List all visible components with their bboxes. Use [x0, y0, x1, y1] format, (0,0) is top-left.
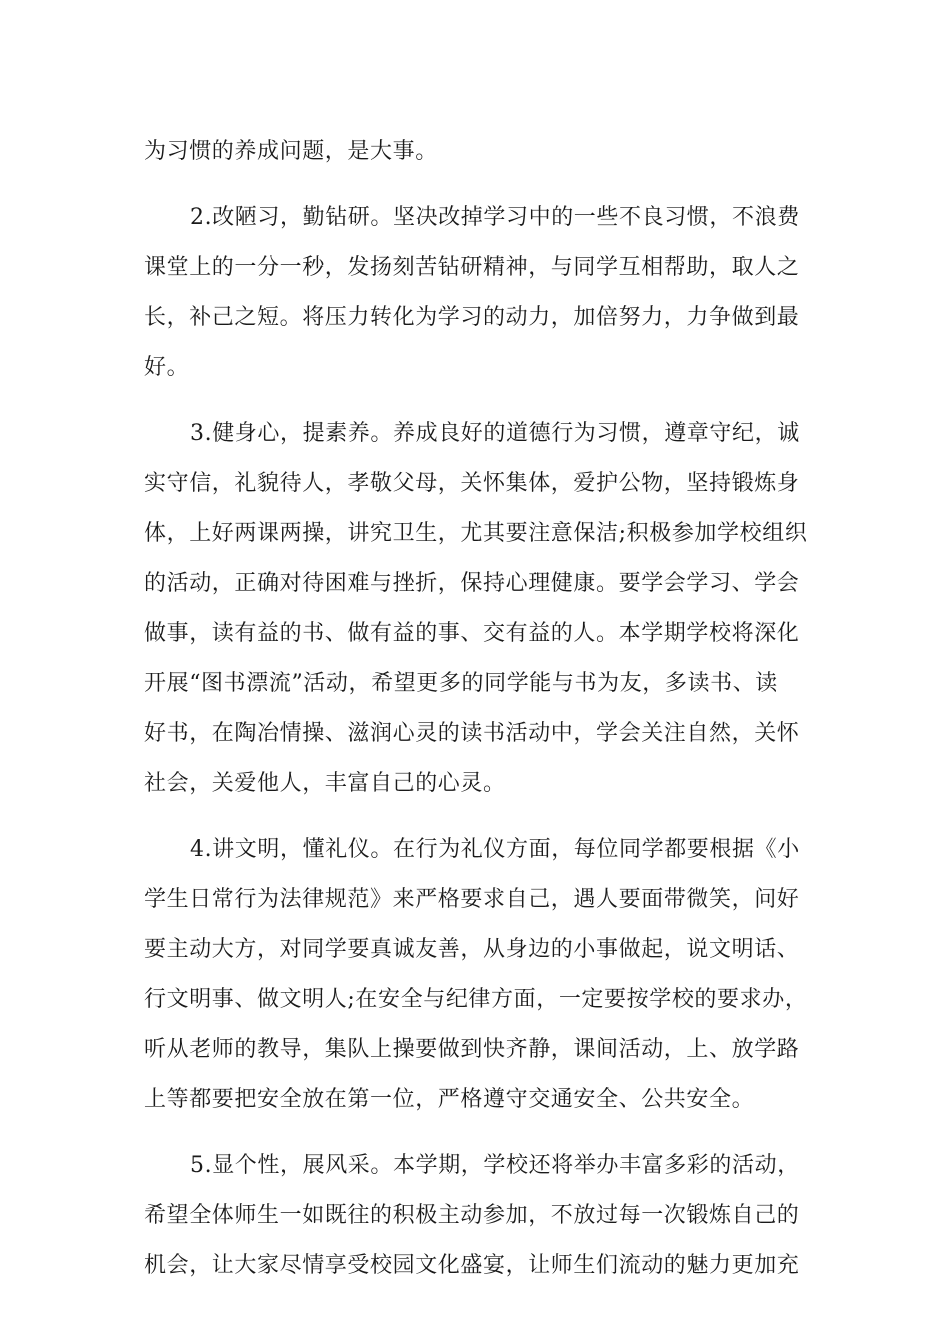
paragraph-5-start: 5.显个性，展风采。本学期，学校还将举办丰富多彩的活动， [190, 1153, 800, 1178]
body-text [144, 127, 812, 1291]
text-line: 学生日常行为法律规范》来严格要求自己，遇人要面带微笑，问好 [144, 887, 800, 912]
text-line: 课堂上的一分一秒，发扬刻苦钻研精神，与同学互相帮助，取人之 [144, 255, 800, 280]
text-line: 机会，让大家尽情享受校园文化盛宴，让师生们流动的魅力更加充 [144, 1253, 800, 1278]
text-line: 要主动大方，对同学要真诚友善，从身边的小事做起，说文明话、 [144, 937, 800, 962]
text-line: 上等都要把安全放在第一位，严格遵守交通安全、公共安全。 [144, 1087, 755, 1112]
paragraph-2-start: 2.改陋习，勤钻研。坚决改掉学习中的一些不良习惯，不浪费 [190, 205, 800, 230]
text-line: 的活动，正确对待困难与挫折，保持心理健康。要学会学习、学会 [144, 571, 800, 596]
text-line: 好书，在陶冶情操、滋润心灵的读书活动中，学会关注自然，关怀 [144, 721, 800, 746]
text-line: 做事，读有益的书、做有益的事、交有益的人。本学期学校将深化 [144, 621, 800, 646]
text-line: 实守信，礼貌待人，孝敬父母，关怀集体，爱护公物，坚持锻炼身 [144, 471, 800, 496]
paragraph-4-start: 4.讲文明，懂礼仪。在行为礼仪方面，每位同学都要根据《小 [190, 837, 800, 862]
text-line: 社会，关爱他人，丰富自己的心灵。 [144, 771, 506, 796]
text-line: 行文明事、做文明人;在安全与纪律方面，一定要按学校的要求办， [144, 987, 808, 1012]
text-line: 好。 [144, 355, 190, 380]
text-line: 听从老师的教导，集队上操要做到快齐静，课间活动，上、放学路 [144, 1037, 800, 1062]
text-line: 长，补己之短。将压力转化为学习的动力，加倍努力，力争做到最 [144, 305, 800, 330]
text-line: 开展“图书漂流”活动，希望更多的同学能与书为友，多读书、读 [144, 671, 778, 696]
text-line: 为习惯的养成问题，是大事。 [144, 139, 438, 164]
text-line: 体，上好两课两操，讲究卫生，尤其要注意保洁;积极参加学校组织 [144, 521, 808, 546]
paragraph-3-start: 3.健身心，提素养。养成良好的道德行为习惯，遵章守纪，诚 [190, 421, 800, 446]
text-line: 希望全体师生一如既往的积极主动参加，不放过每一次锻炼自己的 [144, 1203, 800, 1228]
